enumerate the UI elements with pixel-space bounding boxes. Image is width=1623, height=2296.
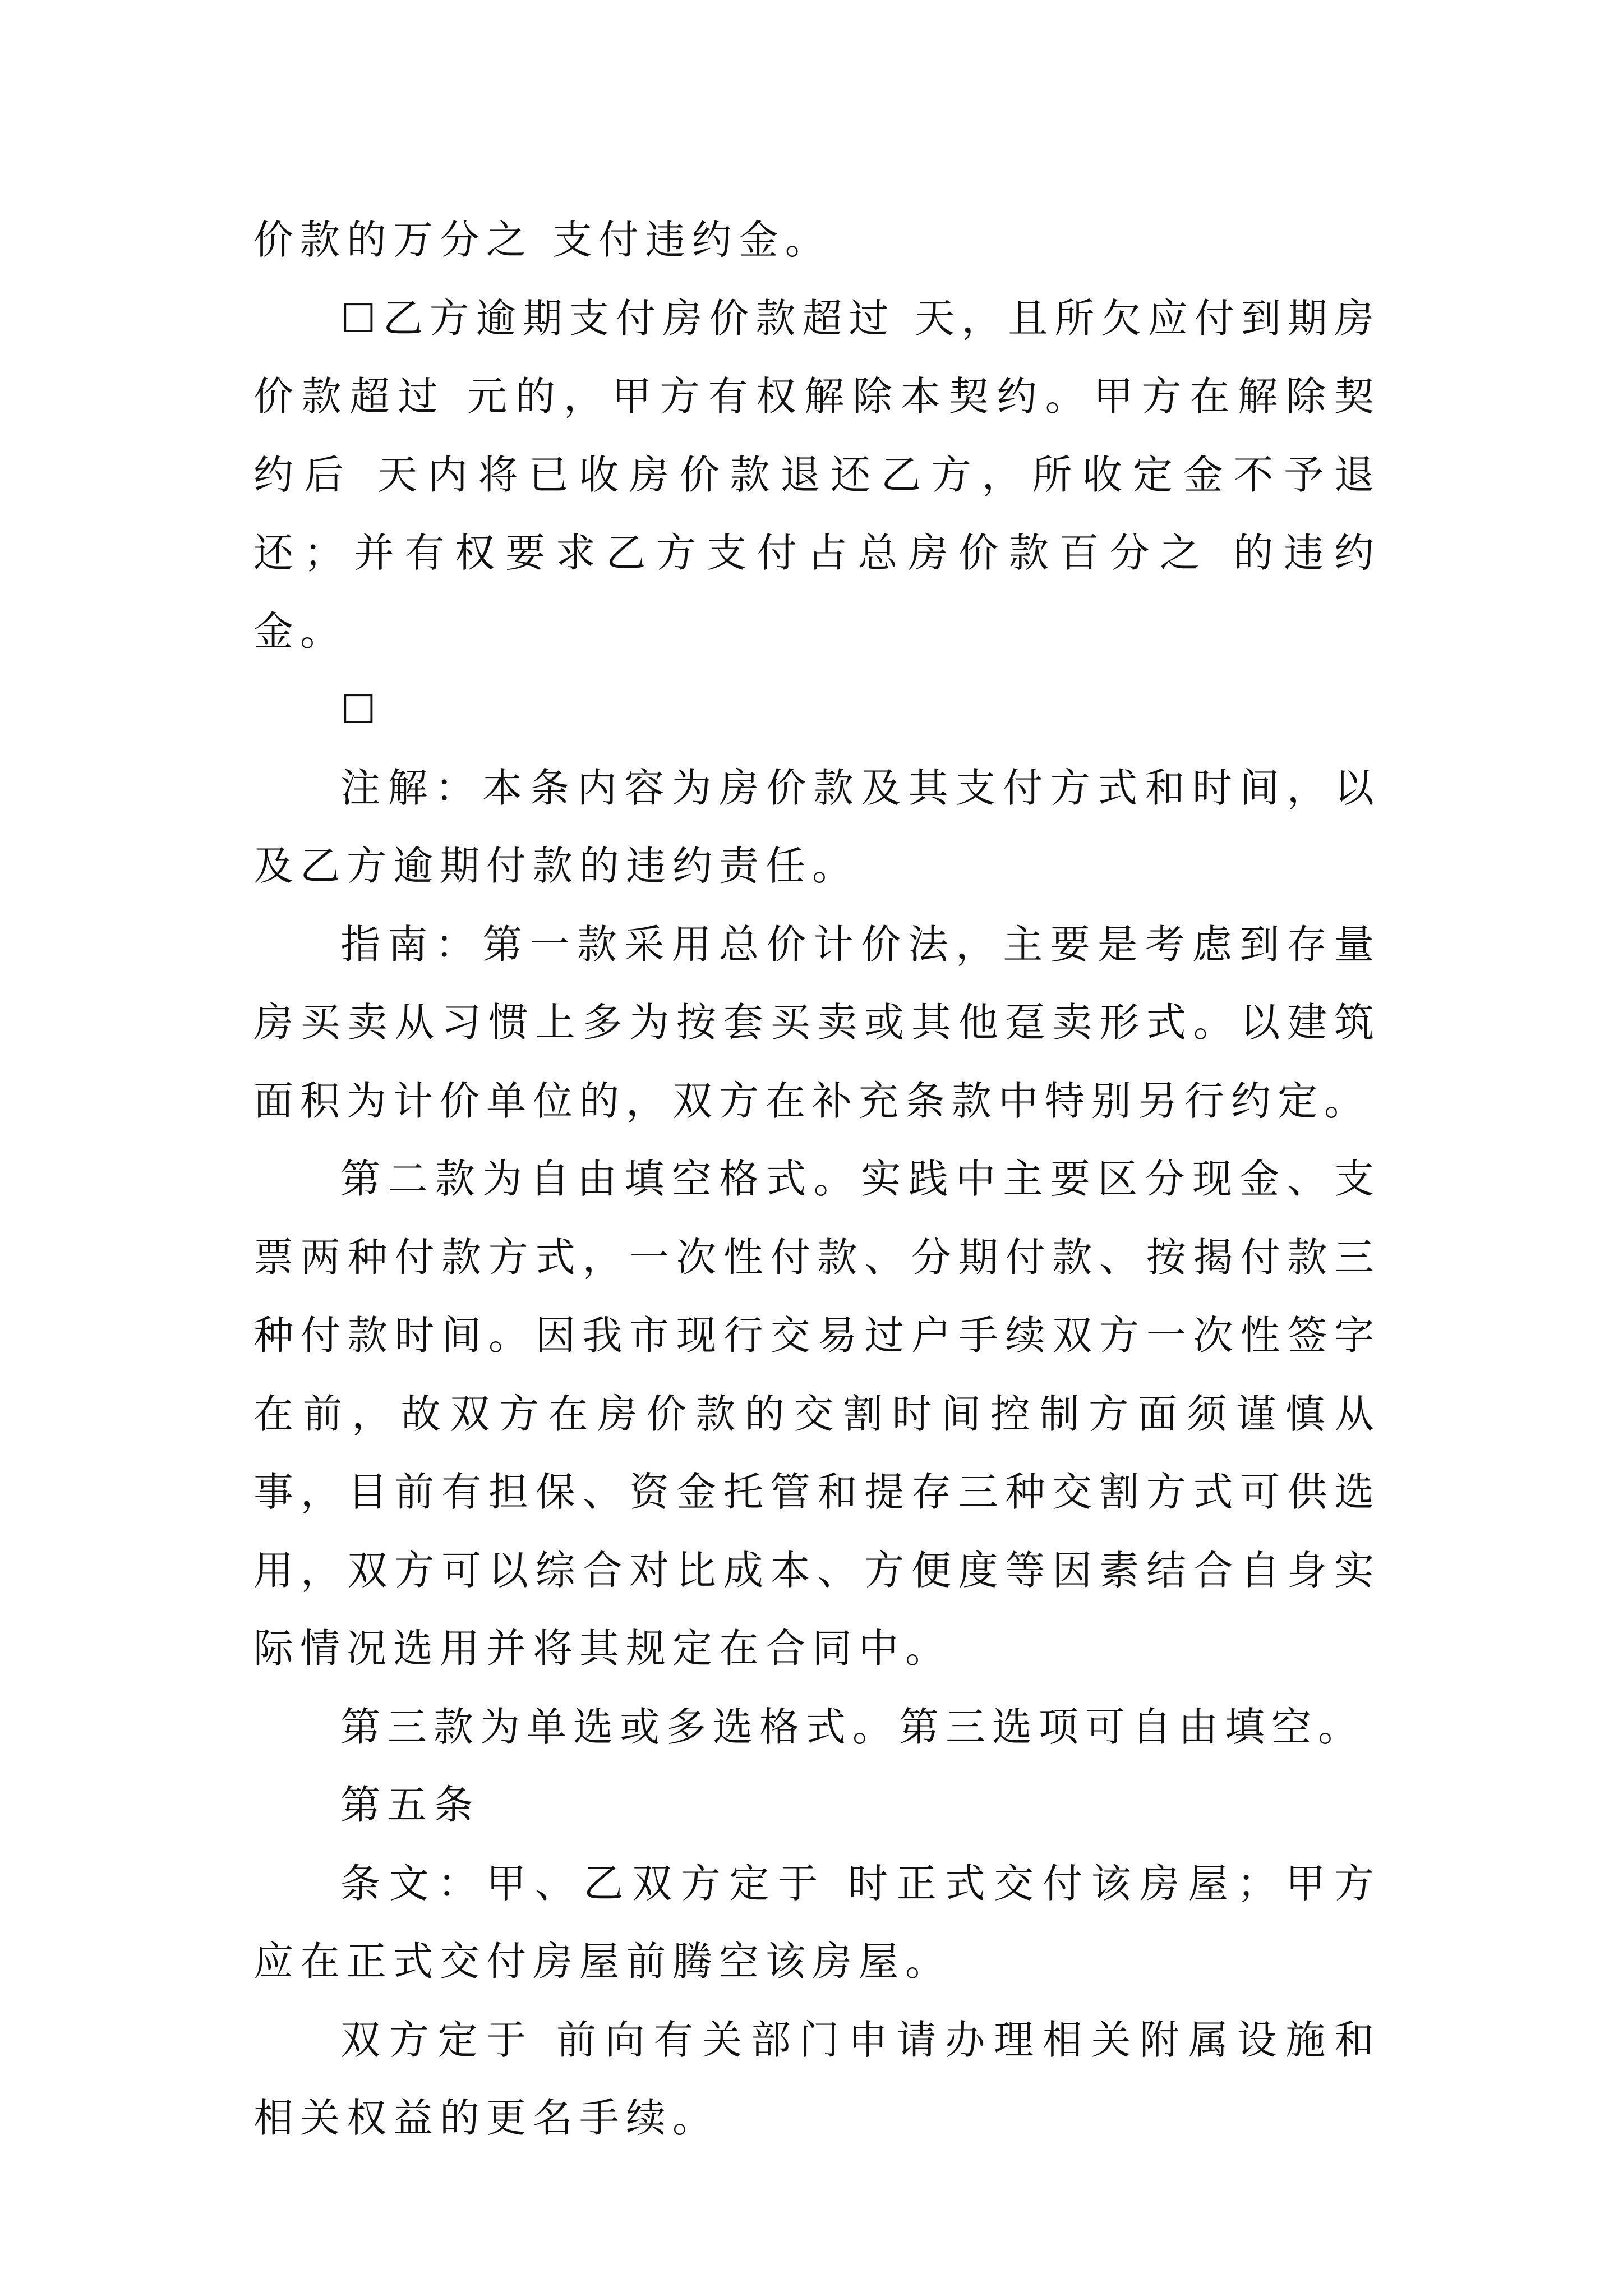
paragraph-clause-three: 第三款为单选或多选格式。第三选项可自由填空。: [340, 1703, 1365, 1750]
document-page: [253, 201, 1381, 2157]
paragraph-option-blank: ☐: [340, 686, 383, 733]
paragraph-clause-two: 第二款为自由填空格式。实践中主要区分现金、支票两种付款方式，一次性付款、分期付款、按揭付款三种付款时间。因我市现行交易过户手续双方一次性签字在前，故双方在房价款的交割时间控制方面须谨慎从事，目前有担保、资金托管和提存三种交割方式可供选用，双方可以综合对比成本、方便度等因素结合自身实际情况选用并将其规定在合同中。: [253, 1156, 1381, 1672]
paragraph-rename-procedure: 双方定于 前向有关部门申请办理相关附属设施和相关权益的更名手续。: [253, 2016, 1381, 2141]
paragraph-option-terminate: ☐乙方逾期支付房价款超过 天，且所欠应付到期房价款超过 元的，甲方有权解除本契约。甲方在解除契约后 天内将已收房价款退还乙方，所收定金不予退还；并有权要求乙方支付占总房价款百分之 的违约金。: [253, 295, 1381, 655]
paragraph-guide: 指南：第一款采用总价计价法，主要是考虑到存量房买卖从习惯上多为按套买卖或其他趸卖形式。以建筑面积为计价单位的，双方在补充条款中特别另行约定。: [253, 921, 1381, 1124]
article-heading: 第五条: [340, 1782, 481, 1828]
paragraph-article-text: 条文：甲、乙双方定于 时正式交付该房屋；甲方应在正式交付房屋前腾空该房屋。: [253, 1860, 1381, 1985]
paragraph-penalty-rate: 价款的万分之 支付违约金。: [253, 217, 832, 263]
paragraph-annotation: 注解：本条内容为房价款及其支付方式和时间，以及乙方逾期付款的违约责任。: [253, 764, 1381, 889]
